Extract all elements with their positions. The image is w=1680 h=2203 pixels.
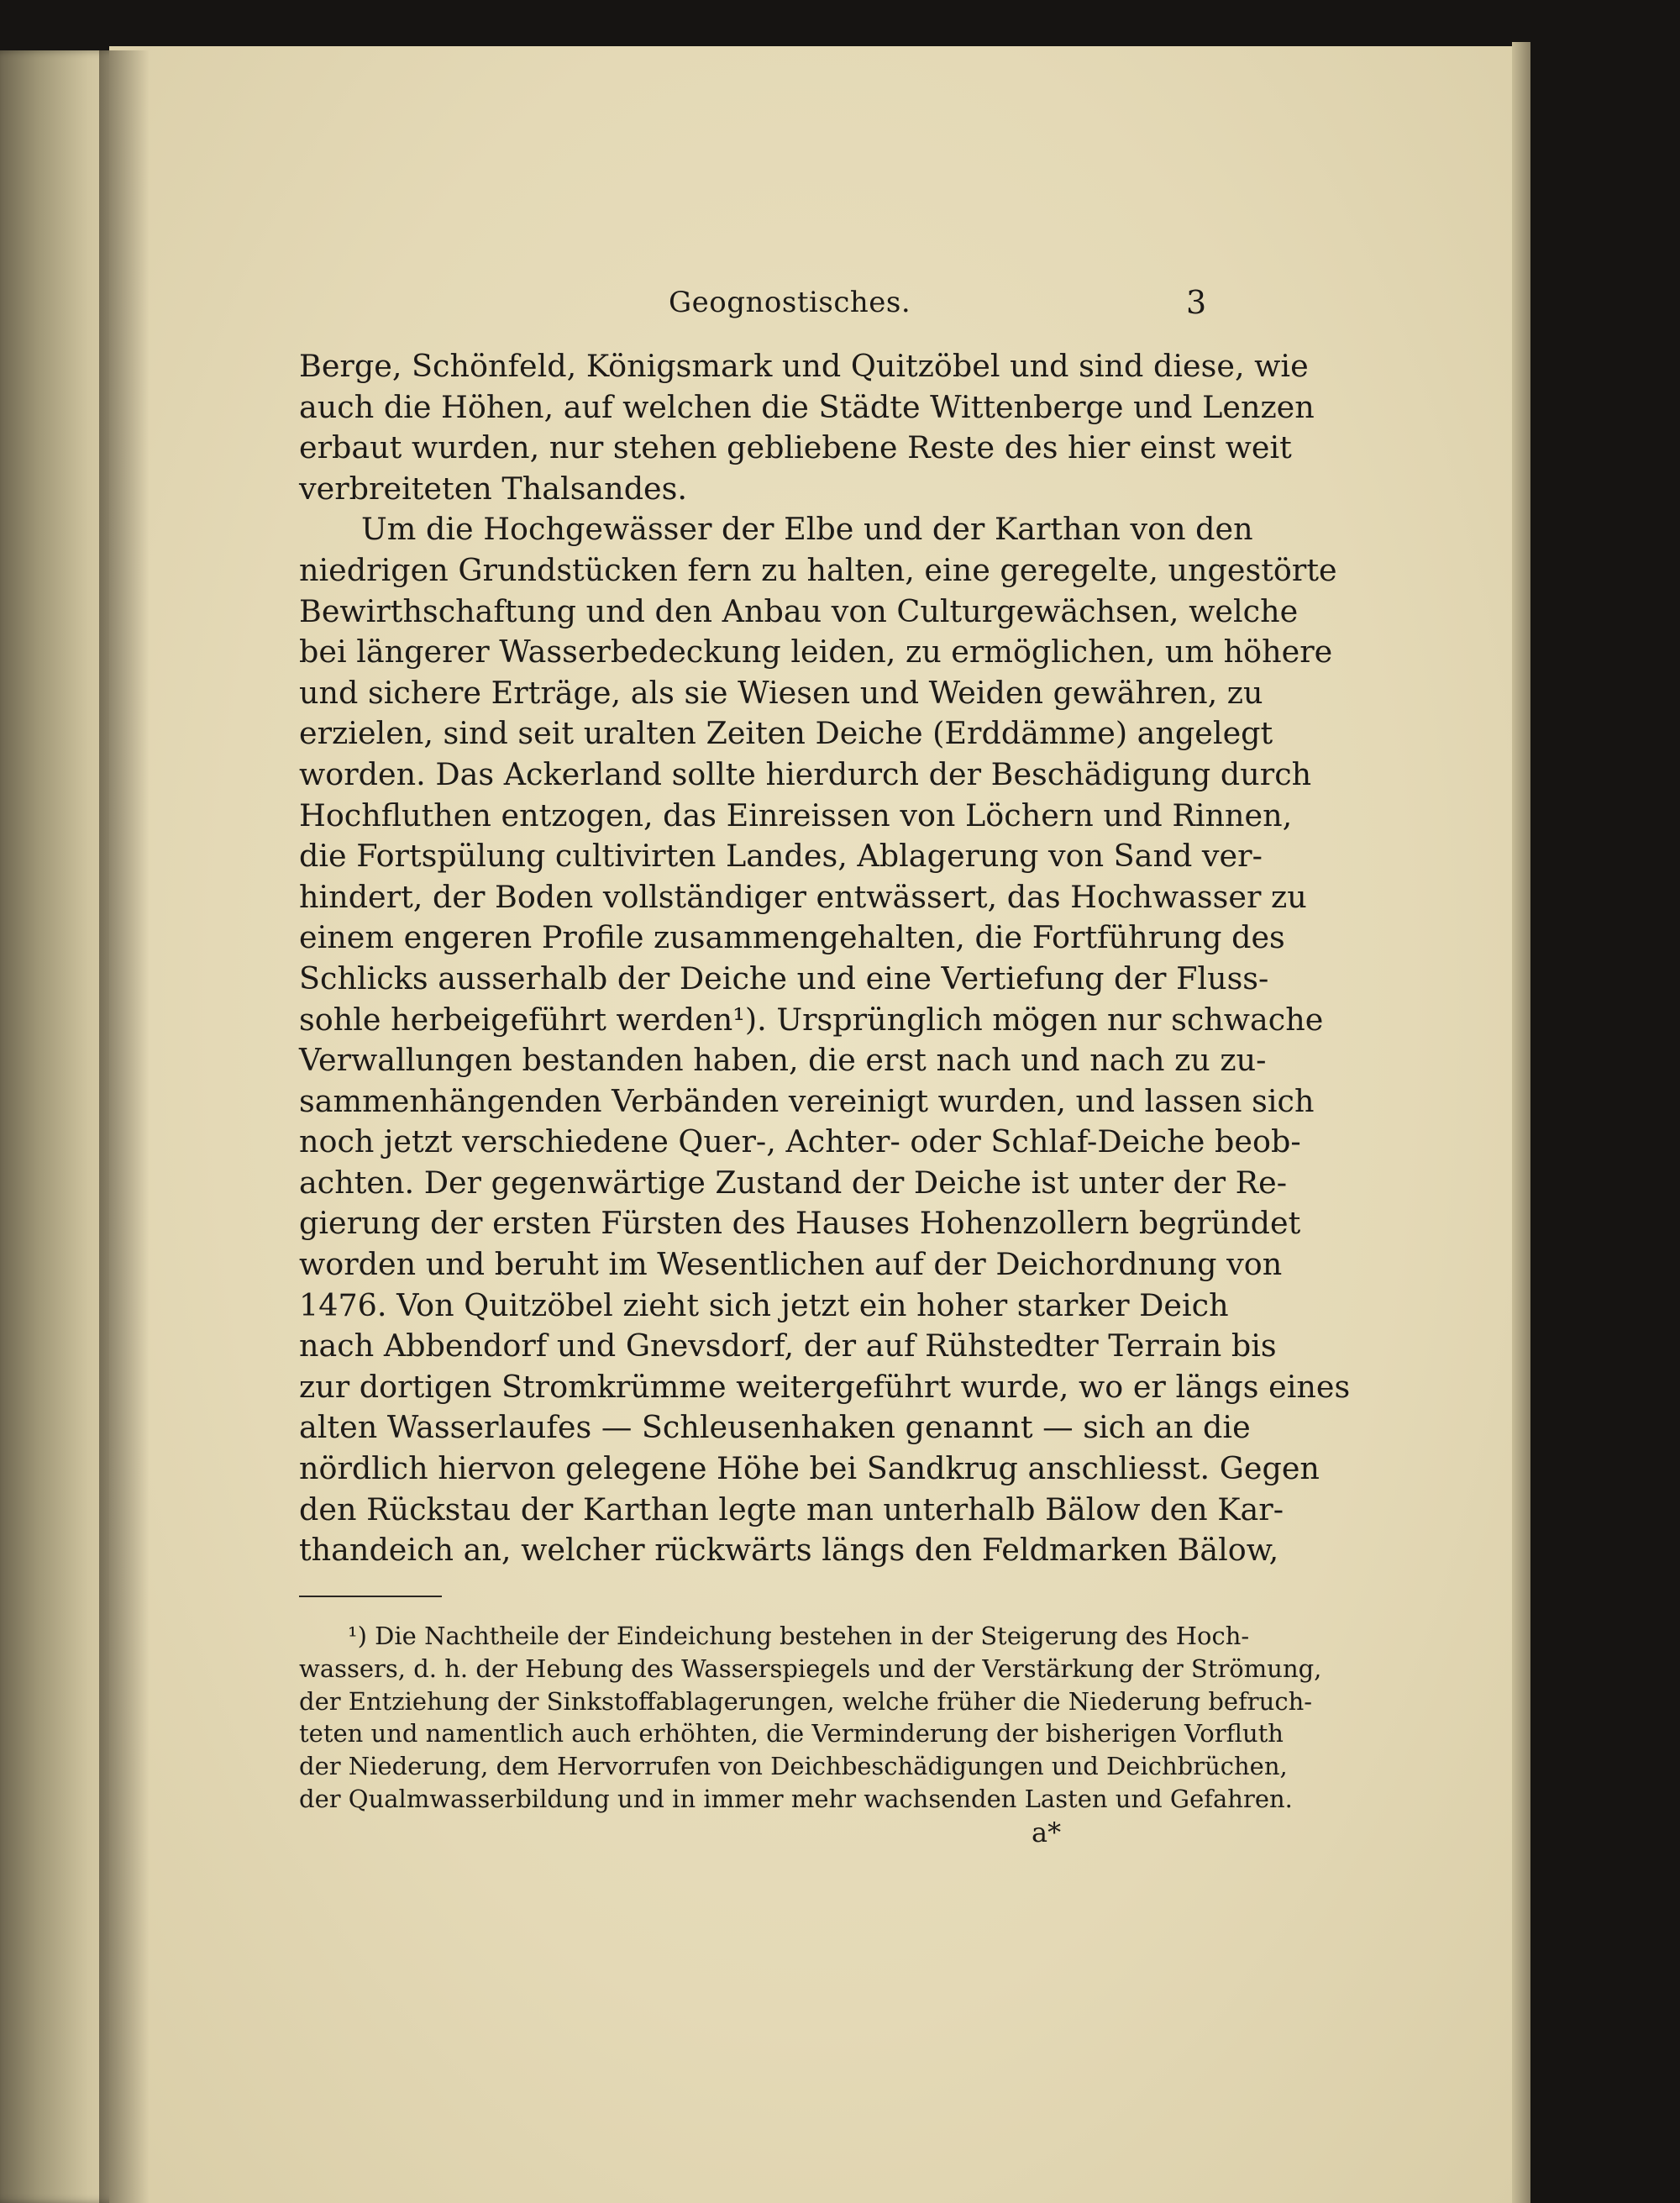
text-line: erbaut wurden, nur stehen gebliebene Reste des hier einst weit xyxy=(299,429,1292,466)
footnote-rule xyxy=(299,1596,442,1597)
page-fore-edge xyxy=(1512,42,1530,2203)
text-line: nördlich hiervon gelegene Höhe bei Sandkrug anschliesst. Gegen xyxy=(299,1450,1320,1487)
text-line: gierung der ersten Fürsten des Hauses Hohenzollern begründet xyxy=(299,1205,1301,1242)
footnotes xyxy=(299,1620,1322,1816)
text-line: erzielen, sind seit uralten Zeiten Deiche (Erddämme) angelegt xyxy=(299,715,1273,752)
text-line: achten. Der gegenwärtige Zustand der Deiche ist unter der Re- xyxy=(299,1164,1288,1201)
text-line: noch jetzt verschiedene Quer-, Achter- oder Schlaf-Deiche beob- xyxy=(299,1123,1301,1160)
gutter-shadow xyxy=(99,50,150,2203)
text-line: die Fortspülung cultivirten Landes, Ablagerung von Sand ver- xyxy=(299,838,1263,875)
text-line: Hochfluthen entzogen, das Einreissen von Löchern und Rinnen, xyxy=(299,797,1293,833)
text-line: verbreiteten Thalsandes. xyxy=(299,470,687,507)
text-line: nach Abbendorf und Gnevsdorf, der auf Rühstedter Terrain bis xyxy=(299,1328,1277,1364)
text-line: sammenhängenden Verbänden vereinigt wurden, und lassen sich xyxy=(299,1082,1315,1119)
text-line: zur dortigen Stromkrümme weitergeführt wurde, wo er längs eines xyxy=(299,1368,1351,1405)
text-line: Berge, Schönfeld, Königsmark und Quitzöbel und sind diese, wie xyxy=(299,348,1309,384)
text-line: 1476. Von Quitzöbel zieht sich jetzt ein hoher starker Deich xyxy=(299,1286,1229,1323)
text-line: worden. Das Ackerland sollte hierdurch der Beschädigung durch xyxy=(299,755,1312,792)
running-head: Geognostisches. xyxy=(669,286,911,319)
footnote-line: der Entziehung der Sinkstoffablagerungen, welche früher die Niederung befruch- xyxy=(299,1686,1313,1716)
footnote-line: wassers, d. h. der Hebung des Wasserspiegels und der Verstärkung der Strömung, xyxy=(299,1654,1322,1683)
text-line: einem engeren Profile zusammengehalten, die Fortführung des xyxy=(299,919,1285,956)
footnote-line: ¹) Die Nachtheile der Eindeichung bestehen in der Steigerung des Hoch- xyxy=(348,1622,1250,1650)
text-line: Schlicks ausserhalb der Deiche und eine Vertiefung der Fluss- xyxy=(299,960,1269,996)
text-line: bei längerer Wasserbedeckung leiden, zu ermöglichen, um höhere xyxy=(299,634,1333,670)
page-number: 3 xyxy=(1186,284,1207,321)
footnote-line: der Niederung, dem Hervorrufen von Deichbeschädigungen und Deichbrüchen, xyxy=(299,1752,1288,1781)
text-line: hindert, der Boden vollständiger entwässert, das Hochwasser zu xyxy=(299,878,1307,915)
text-line: Bewirthschaftung und den Anbau von Culturgewächsen, welche xyxy=(299,592,1299,629)
text-line: alten Wasserlaufes — Schleusenhaken genannt — sich an die xyxy=(299,1409,1251,1446)
text-line: thandeich an, welcher rückwärts längs den Feldmarken Bälow, xyxy=(299,1532,1279,1569)
text-line: auch die Höhen, auf welchen die Städte Wittenberge und Lenzen xyxy=(299,388,1315,425)
body-text xyxy=(299,346,1351,1571)
text-line: worden und beruht im Wesentlichen auf der Deichordnung von xyxy=(299,1246,1283,1283)
text-line: niedrigen Grundstücken fern zu halten, eine geregelte, ungestörte xyxy=(299,551,1337,588)
footnote-line: teten und namentlich auch erhöhten, die Verminderung der bisherigen Vorfluth xyxy=(299,1719,1284,1748)
text-line: den Rückstau der Karthan legte man unterhalb Bälow den Kar- xyxy=(299,1491,1284,1527)
text-line: und sichere Erträge, als sie Wiesen und Weiden gewähren, zu xyxy=(299,674,1263,711)
footnote-line: der Qualmwasserbildung und in immer mehr wachsenden Lasten und Gefahren. xyxy=(299,1784,1293,1813)
text-line: sohle herbeigeführt werden¹). Ursprünglich mögen nur schwache xyxy=(299,1001,1324,1038)
text-line: Verwallungen bestanden haben, die erst nach und nach zu zu- xyxy=(299,1042,1267,1079)
text-line: Um die Hochgewässer der Elbe und der Karthan von den xyxy=(361,511,1253,548)
signature-mark: a* xyxy=(1032,1817,1062,1848)
